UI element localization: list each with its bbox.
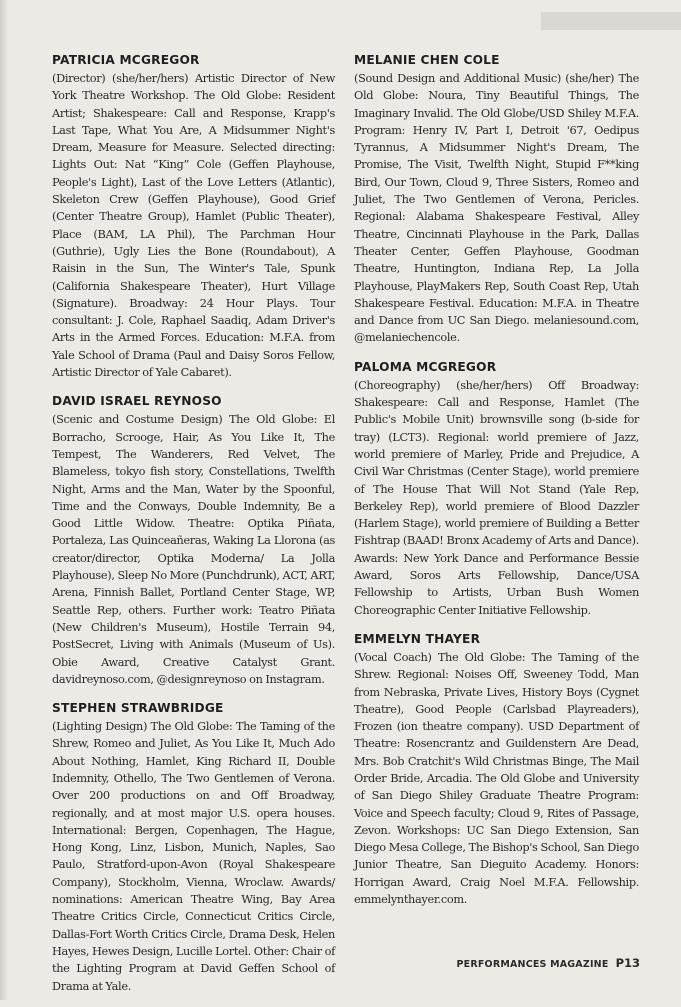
bio-text: (Choreography) (she/her/hers) Off Broadway: Shakespeare: Call and Response, Hamlet (The Public's Mobile Unit) brownsville song (b-side for tray) (LCT3). Regional: world premiere of Jazz, world premiere of Marley, Pride and Prejudice, A Civil War Christmas (Center Stage), world premiere of The House That Will Not Stand (Yale Rep, Berkeley Rep), world premiere of Blood Dazzler (Harlem Stage), world premiere of Building a Better Fishtrap (BAAD! Bronx Academy of Arts and Dance). Awards: New York Dance and Performance Bessie Award, Soros Arts Fellowship, Dance/USA Fellowship to Artists, Urban Bush Women Choreographic Center Initiative Fellowship.: [354, 377, 639, 617]
bio-name: EMMELYN THAYER: [354, 631, 481, 646]
bio-name: DAVID ISRAEL REYNOSO: [52, 394, 222, 409]
bio-entry: [52, 52, 335, 381]
bio-entry: [354, 52, 639, 347]
page-fold-shadow: [0, 0, 8, 1000]
bio-text: (Lighting Design) The Old Globe: The Taming of the Shrew, Romeo and Juliet, As You Like It, Much Ado About Nothing, Hamlet, King Richard II, Double Indemnity, Othello, The Two Gentlemen of Verona. Over 200 productions on and Off Broadway, regionally, and at most major U.S. opera houses. International: Bergen, Copenhagen, The Hague, Hong Kong, Linz, Lisbon, Munich, Naples, Sao Paulo, Stratford-upon-Avon (Royal Shakespeare Company), Stockholm, Vienna, Wroclaw. Awards/ nominations: American Theatre Wing, Bay Area Theatre Critics Circle, Connecticut Critics Circle, Dallas-Fort Worth Critics Circle, Drama Desk, Helen Hayes, Hewes Design, Lucille Lortel. Other: Chair of the Lighting Program at David Geffen School of Drama at Yale.: [52, 719, 335, 993]
bio-text: (Director) (she/her/hers) Artistic Director of New York Theatre Workshop. The Old Globe: Resident Artist; Shakespeare: Call and Response, Krapp's Last Tape, What You Are, A Midsummer Night's Dream, Measure for Measure. Selected directing: Lights Out: Nat “King” Cole (Geffen Playhouse, People's Light), Last of the Love Letters (Atlantic), Skeleton Crew (Geffen Playhouse), Good Grief (Center Theatre Group), Hamlet (Public Theater), Place (BAM, LA Phil), The Parchman Hour (Guthrie), Ugly Lies the Bone (Roundabout), A Raisin in the Sun, The Winter's Tale, Spunk (California Shakespeare Theater), Hurt Village (Signature). Broadway: 24 Hour Plays. Tour consultant: J. Cole, Raphael Saadiq, Adam Driver's Arts in the Armed Forces. Education: M.F.A. from Yale School of Drama (Paul and Daisy Soros Fellow, Artistic Director of Yale Cabaret).: [52, 71, 335, 380]
left-column: [52, 52, 335, 1007]
bio-entry: [354, 631, 639, 908]
bio-name: PATRICIA MCGREGOR: [52, 53, 200, 67]
bio-entry: [354, 359, 639, 619]
right-column: [354, 52, 639, 920]
page-footer: [456, 956, 640, 970]
bio-entry: [52, 700, 335, 995]
magazine-name: PERFORMANCES MAGAZINE: [456, 959, 609, 970]
bio-name: STEPHEN STRAWBRIDGE: [52, 701, 224, 716]
section-tab: [541, 12, 681, 30]
bio-name: PALOMA MCGREGOR: [354, 359, 497, 374]
bio-name: MELANIE CHEN COLE: [354, 53, 500, 67]
bio-entry: [52, 393, 335, 688]
bio-text: (Vocal Coach) The Old Globe: The Taming of the Shrew. Regional: Noises Off, Sweeney Todd, Man from Nebraska, Private Lives, History Boys (Cygnet Theatre), Good People (Carlsbad Playreaders), Frozen (ion theatre company). USD Department of Theatre: Rosencrantz and Guildenstern Are Dead, Mrs. Bob Cratchit's Wild Christmas Binge, The Mail Order Bride, Arcadia. The Old Globe and University of San Diego Shiley Graduate Theatre Program: Voice and Speech faculty; Cloud 9, Rites of Passage, Zevon. Workshops: UC San Diego Extension, San Diego Mesa College, The Bishop's School, San Diego Junior Theatre, San Dieguito Academy. Honors: Horrigan Award, Craig Noel M.F.A. Fellowship. emmelynthayer.com.: [354, 649, 639, 907]
bio-text: (Sound Design and Additional Music) (she/her) The Old Globe: Noura, Tiny Beautiful Things, The Imaginary Invalid. The Old Globe/USD Shiley M.F.A. Program: Henry IV, Part I, Detroit '67, Oedipus Tyrannus, A Midsummer Night's Dream, The Promise, The Visit, Twelfth Night, Stupid F**king Bird, Our Town, Cloud 9, Three Sisters, Romeo and Juliet, The Two Gentlemen of Verona, Pericles. Regional: Alabama Shakespeare Festival, Alley Theatre, Cincinnati Playhouse in the Park, Dallas Theater Center, Geffen Playhouse, Goodman Theatre, Huntington, Indiana Rep, La Jolla Playhouse, PlayMakers Rep, South Coast Rep, Utah Shakespeare Festival. Education: M.F.A. in Theatre and Dance from UC San Diego. melaniesound.com, @melaniechencole.: [354, 71, 639, 345]
bio-text: (Scenic and Costume Design) The Old Globe: El Borracho, Scrooge, Hair, As You Like It, The Tempest, The Wanderers, Red Velvet, The Blameless, tokyo fish story, Constellations, Twelfth Night, Arms and the Man, Water by the Spoonful, Time and the Conways, Double Indemnity, Be a Good Little Widow. Theatre: Optika Piñata, Portaleza, Las Quinceañeras, Waking La Llorona (as creator/director, Optika Moderna/ La Jolla Playhouse), Sleep No More (Punchdrunk), ACT, ART, Arena, Finnish Ballet, Portland Center Stage, WP, Seattle Rep, others. Further work: Teatro Piñata (New Children's Museum), Hostile Terrain 94, PostSecret, Living with Animals (Museum of Us). Obie Award, Creative Catalyst Grant. davidreynoso.com, @designreynoso on Instagram.: [52, 412, 335, 686]
page-number: P13: [615, 956, 640, 970]
